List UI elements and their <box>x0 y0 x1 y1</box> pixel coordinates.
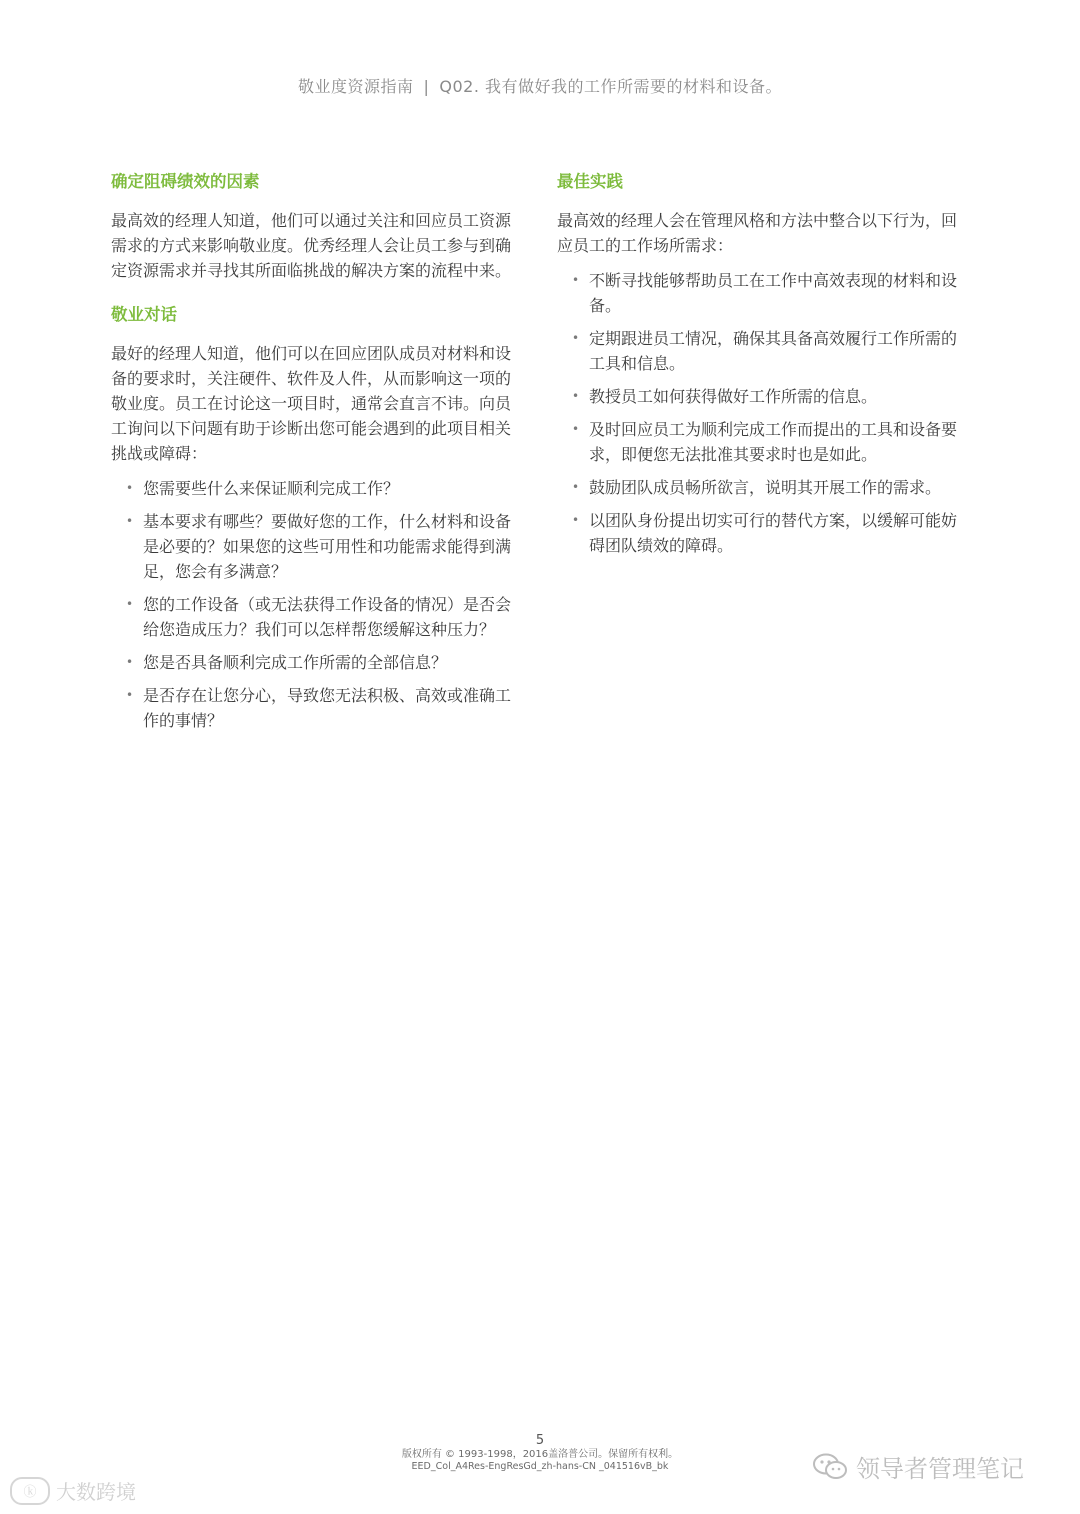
list-item: • 不断寻找能够帮助员工在工作中高效表现的材料和设备。 <box>557 268 967 318</box>
list-item: • 鼓励团队成员畅所欲言，说明其开展工作的需求。 <box>557 475 967 500</box>
conversation-paragraph: 最好的经理人知道，他们可以在回应团队成员对材料和设备的要求时，关注硬件、软件及人件，从而影响这一项的敬业度。员工在讨论这一项目时，通常会直言不讳。向员工询问以下问题有助于诊断出您可能会遇到的此项目相关挑战或障碍： <box>111 344 512 463</box>
list-item: • 及时回应员工为顺利完成工作而提出的工具和设备要求，即便您无法批准其要求时也是如此。 <box>557 417 967 467</box>
list-item: • 基本要求有哪些？要做好您的工作，什么材料和设备是必要的？如果您的这些可用性和功能需求能得到满足，您会有多满意？ <box>111 509 521 584</box>
bullet-icon: • <box>126 688 134 702</box>
running-header <box>0 74 1080 97</box>
watermark-left <box>10 1476 136 1505</box>
bullet-icon: • <box>126 597 134 611</box>
question-list <box>111 476 521 733</box>
bullet-icon: • <box>126 481 134 495</box>
list-item: • 您需要些什么来保证顺利完成工作？ <box>111 476 521 501</box>
list-item: • 以团队身份提出切实可行的替代方案，以缓解可能妨碍团队绩效的障碍。 <box>557 508 967 558</box>
obstacles-paragraph: 最高效的经理人知道，他们可以通过关注和回应员工资源需求的方式来影响敬业度。优秀经理人会让员工参与到确定资源需求并寻找其所面临挑战的解决方案的流程中来。 <box>111 211 512 280</box>
left-column <box>111 168 521 741</box>
header-guide-title: 敬业度资源指南 <box>297 77 414 96</box>
bullet-icon: • <box>126 514 134 528</box>
bullet-icon: • <box>572 273 580 287</box>
watermark-left-text: 大数跨境 <box>56 1480 136 1504</box>
list-item: • 您是否具备顺利完成工作所需的全部信息？ <box>111 650 521 675</box>
bullet-icon: • <box>572 422 580 436</box>
page-number: 5 <box>535 1433 545 1448</box>
bullet-icon: • <box>572 389 580 403</box>
bullet-icon: • <box>572 331 580 345</box>
bullet-icon: • <box>126 655 134 669</box>
bullet-icon: • <box>572 513 580 527</box>
section-title-conversation: 敬业对话 <box>111 305 177 324</box>
copyright-notice: 版权所有 © 1993-1998，2016盖洛普公司。保留所有权利。 <box>401 1449 679 1460</box>
watermark-logo-icon: ⓚ <box>10 1477 50 1505</box>
header-question: Q02. 我有做好我的工作所需要的材料和设备。 <box>439 77 783 96</box>
best-practices-intro: 最高效的经理人会在管理风格和方法中整合以下行为，回应员工的工作场所需求： <box>557 211 958 255</box>
list-item: • 教授员工如何获得做好工作所需的信息。 <box>557 384 967 409</box>
wechat-icon <box>812 1452 848 1482</box>
section-title-best-practices: 最佳实践 <box>557 172 623 191</box>
section-title-obstacles: 确定阻碍绩效的因素 <box>111 172 260 191</box>
list-item: • 定期跟进员工情况，确保其具备高效履行工作所需的工具和信息。 <box>557 326 967 376</box>
right-column <box>557 168 967 566</box>
list-item: • 您的工作设备（或无法获得工作设备的情况）是否会给您造成压力？我们可以怎样帮您缓解这种压力？ <box>111 592 521 642</box>
watermark-right-text: 领导者管理笔记 <box>856 1455 1024 1483</box>
bullet-icon: • <box>572 480 580 494</box>
document-code: EED_Col_A4Res-EngResGd_zh-hans-CN _041516vB_bk <box>411 1461 669 1472</box>
list-item: • 是否存在让您分心，导致您无法积极、高效或准确工作的事情？ <box>111 683 521 733</box>
header-separator: | <box>423 77 430 96</box>
best-practices-list <box>557 268 967 558</box>
watermark-right <box>812 1449 1024 1484</box>
